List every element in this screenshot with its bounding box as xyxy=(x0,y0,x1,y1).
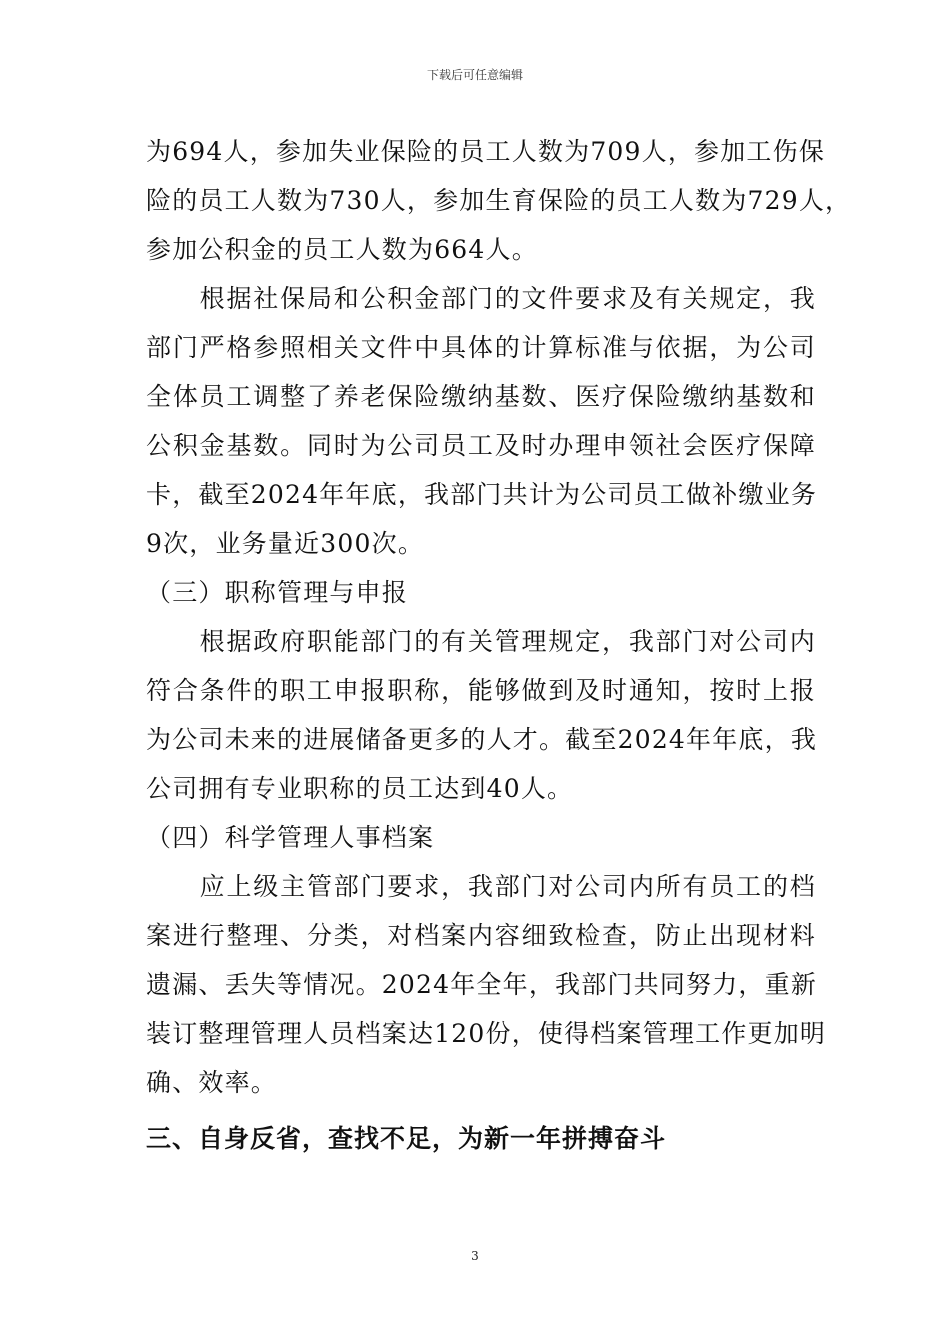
text-line: 根据社保局和公积金部门的文件要求及有关规定，我 xyxy=(146,284,816,313)
section-heading: 三、自身反省，查找不足，为新一年拼搏奋斗 xyxy=(146,1124,667,1153)
text-line: 卡，截至2024年年底，我部门共计为公司员工做补缴业务 xyxy=(146,480,818,509)
text-line: 符合条件的职工申报职称，能够做到及时通知，按时上报 xyxy=(146,676,816,705)
text-line: 险的员工人数为730人，参加生育保险的员工人数为729人， xyxy=(146,186,852,215)
text-line: 参加公积金的员工人数为664人。 xyxy=(146,235,538,264)
text-line: 9次，业务量近300次。 xyxy=(146,529,425,558)
subsection-title: （四）科学管理人事档案 xyxy=(146,823,435,852)
text-line: 遗漏、丢失等情况。2024年全年，我部门共同努力，重新 xyxy=(146,970,818,999)
page-header: 下载后可任意编辑 xyxy=(426,68,523,82)
text-line: 案进行整理、分类，对档案内容细致检查，防止出现材料 xyxy=(146,921,816,950)
text-line: 确、效率。 xyxy=(146,1068,278,1097)
subsection-title: （三）职称管理与申报 xyxy=(146,578,409,607)
text-line: 应上级主管部门要求，我部门对公司内所有员工的档 xyxy=(146,872,816,901)
text-line: 全体员工调整了养老保险缴纳基数、医疗保险缴纳基数和 xyxy=(146,382,816,411)
text-line: 为694人，参加失业保险的员工人数为709人，参加工伤保 xyxy=(146,137,826,166)
document-body xyxy=(146,127,852,1169)
text-line: 公积金基数。同时为公司员工及时办理申领社会医疗保障 xyxy=(146,431,816,460)
text-line: 公司拥有专业职称的员工达到40人。 xyxy=(146,774,574,803)
page-number: 3 xyxy=(471,1249,479,1263)
text-line: 部门严格参照相关文件中具体的计算标准与依据，为公司 xyxy=(146,333,816,362)
text-line: 为公司未来的进展储备更多的人才。截至2024年年底，我 xyxy=(146,725,818,754)
text-line: 装订整理管理人员档案达120份，使得档案管理工作更加明 xyxy=(146,1019,827,1048)
text-line: 根据政府职能部门的有关管理规定，我部门对公司内 xyxy=(146,627,816,656)
